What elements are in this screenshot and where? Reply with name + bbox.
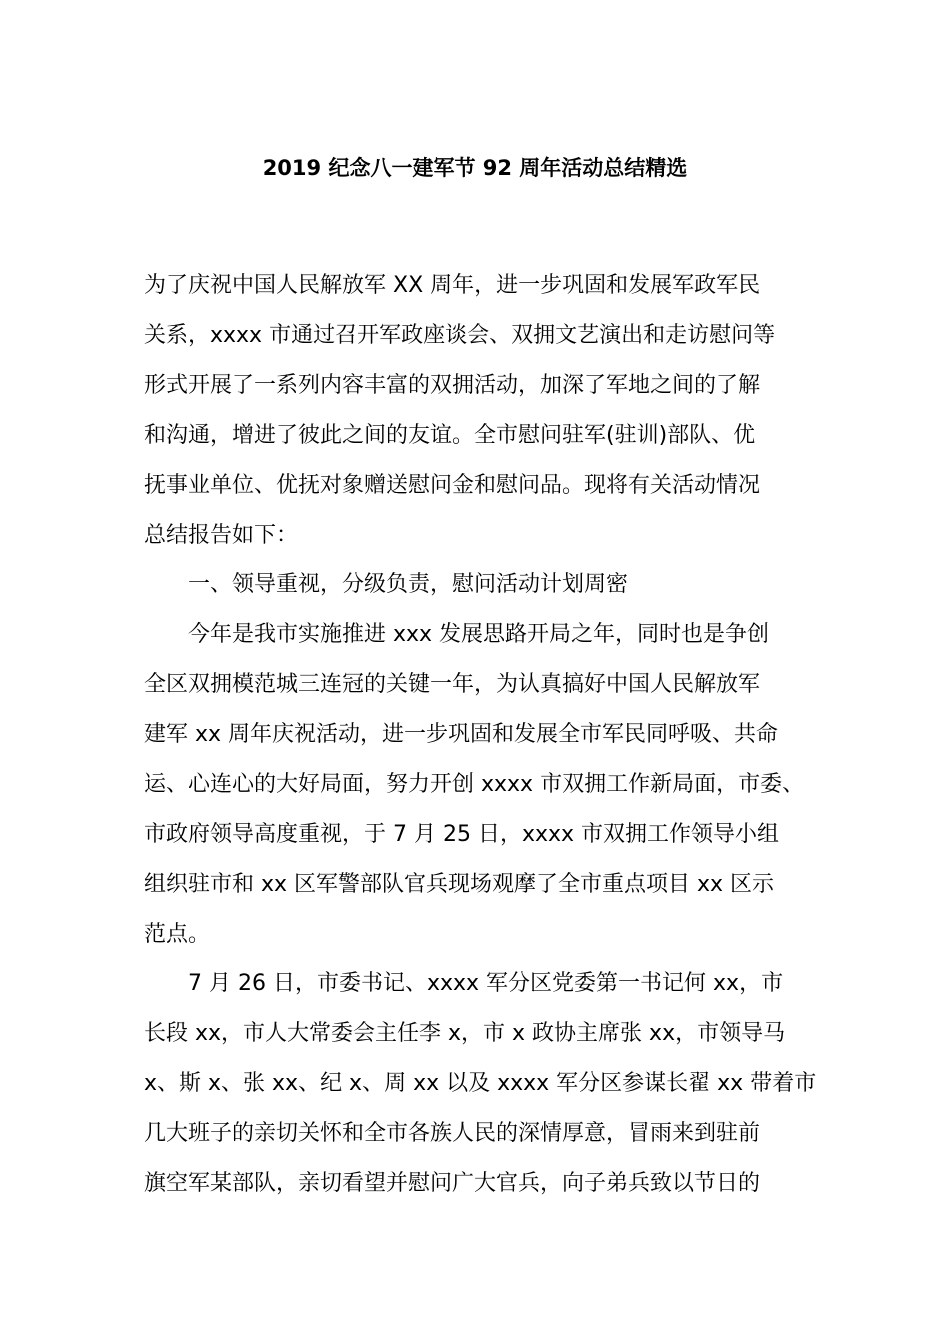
paragraph-line: 全区双拥模范城三连冠的关键一年，为认真搞好中国人民解放军	[144, 672, 761, 697]
paragraph-line: 今年是我市实施推进 xxx 发展思路开局之年，同时也是争创	[188, 622, 770, 647]
paragraph-line: 为了庆祝中国人民解放军 XX 周年，进一步巩固和发展军政军民	[144, 273, 761, 298]
paragraph-line: 建军 xx 周年庆祝活动，进一步巩固和发展全市军民同呼吸、共命	[144, 722, 779, 747]
section-heading: 一、领导重视，分级负责，慰问活动计划周密	[188, 572, 629, 597]
paragraph-line: 和沟通，增进了彼此之间的友谊。全市慰问驻军(驻训)部队、优	[144, 423, 756, 448]
paragraph-line: 范点。	[144, 922, 211, 947]
paragraph-line: 市政府领导高度重视，于 7 月 25 日，xxxx 市双拥工作领导小组	[144, 822, 780, 847]
paragraph-line: 几大班子的亲切关怀和全市各族人民的深情厚意，冒雨来到驻前	[144, 1121, 761, 1146]
paragraph-line: 抚事业单位、优抚对象赠送慰问金和慰问品。现将有关活动情况	[144, 473, 761, 498]
paragraph-line: 关系，xxxx 市通过召开军政座谈会、双拥文艺演出和走访慰问等	[144, 323, 776, 348]
paragraph-line: 组织驻市和 xx 区军警部队官兵现场观摩了全市重点项目 xx 区示	[144, 872, 775, 897]
paragraph-line: 旗空军某部队，亲切看望并慰问广大官兵，向子弟兵致以节日的	[144, 1171, 761, 1196]
paragraph-line: 7 月 26 日，市委书记、xxxx 军分区党委第一书记何 xx，市	[188, 971, 784, 996]
paragraph-line: 总结报告如下：	[144, 523, 299, 548]
paragraph-line: 长段 xx，市人大常委会主任李 x，市 x 政协主席张 xx，市领导马	[144, 1021, 786, 1046]
document-title: 2019 纪念八一建军节 92 周年活动总结精选	[262, 156, 688, 180]
paragraph-line: 运、心连心的大好局面，努力开创 xxxx 市双拥工作新局面，市委、	[144, 772, 805, 797]
paragraph-line: 形式开展了一系列内容丰富的双拥活动，加深了军地之间的了解	[144, 373, 761, 398]
paragraph-line: x、斯 x、张 xx、纪 x、周 xx 以及 xxxx 军分区参谋长翟 xx 带着市	[144, 1071, 817, 1096]
